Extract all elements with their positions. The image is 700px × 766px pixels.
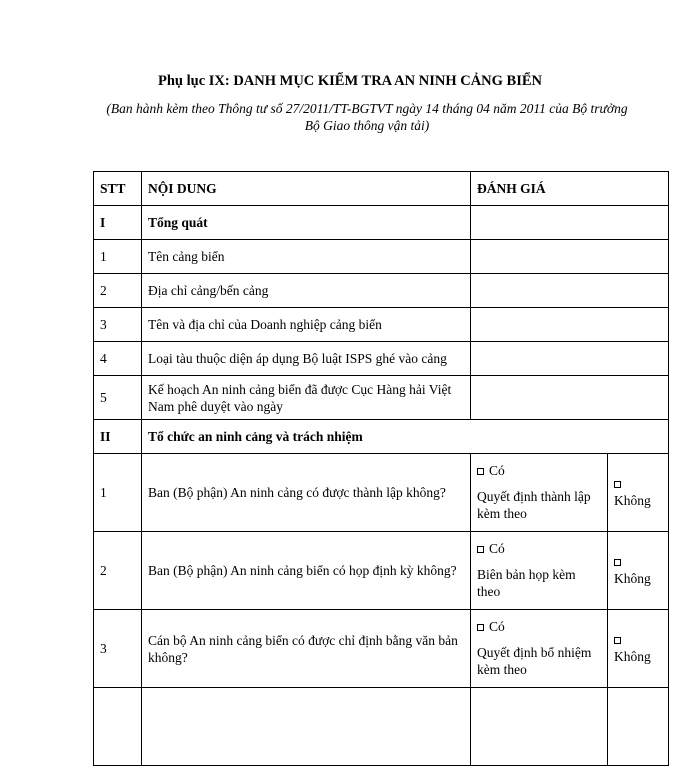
no-option-cell (608, 454, 669, 532)
document-title: Phụ lục IX: DANH MỤC KIỂM TRA AN NINH CẢNG BIỂN (157, 73, 543, 89)
row-content-text: Cán bộ An ninh cảng biển có được chỉ định bằng văn bản không? (148, 632, 458, 665)
table-row (94, 688, 669, 766)
header-stt: STT (94, 172, 142, 206)
table-row (94, 454, 669, 532)
row-number: 3 (94, 308, 142, 342)
checkbox-icon[interactable] (614, 559, 621, 566)
row-content: Tên cảng biển (142, 240, 471, 274)
section-title: Tổ chức an ninh cảng và trách nhiệm (142, 420, 669, 454)
document-note: Quyết định bổ nhiệm kèm theo (477, 645, 592, 677)
row-content (142, 532, 471, 610)
document-subtitle: (Ban hành kèm theo Thông tư số 27/2011/TT-BGTVT ngày 14 tháng 04 năm 2011 của Bộ trưởng Bộ Giao thông vận tải) (106, 101, 628, 133)
table-row (94, 610, 669, 688)
evaluation-cell[interactable] (471, 240, 669, 274)
checkbox-icon[interactable] (477, 624, 484, 631)
no-label: Không (614, 649, 651, 664)
yes-checkbox-option[interactable] (477, 541, 601, 557)
table-row (94, 274, 669, 308)
table-row (94, 376, 669, 420)
yes-checkbox-option[interactable] (477, 619, 601, 635)
table-row (94, 532, 669, 610)
section-number: II (94, 420, 142, 454)
header-content: NỘI DUNG (142, 172, 471, 206)
row-number: 5 (94, 376, 142, 420)
yes-option-cell (471, 532, 608, 610)
evaluation-cell[interactable] (471, 308, 669, 342)
row-number: 2 (94, 532, 142, 610)
table-row (94, 308, 669, 342)
yes-option-cell (471, 610, 608, 688)
no-option-cell-empty (608, 688, 669, 766)
row-content: Tên và địa chỉ của Doanh nghiệp cảng biển (142, 308, 471, 342)
row-number-empty (94, 688, 142, 766)
checkbox-icon[interactable] (477, 468, 484, 475)
row-number: 1 (94, 240, 142, 274)
row-number: 1 (94, 454, 142, 532)
row-content (142, 376, 471, 420)
yes-label: Có (489, 463, 505, 478)
row-content-text: Kế hoạch An ninh cảng biển đã được Cục Hàng hải Việt Nam phê duyệt vào ngày (148, 381, 452, 414)
no-label: Không (614, 493, 651, 508)
evaluation-cell[interactable] (471, 376, 669, 420)
section-evaluation-cell (471, 206, 669, 240)
row-content-text: Ban (Bộ phận) An ninh cảng biển có họp định kỳ không? (148, 563, 457, 578)
row-content-empty (142, 688, 471, 766)
document-note: Quyết định thành lập kèm theo (477, 489, 591, 521)
row-content: Địa chỉ cảng/bến cảng (142, 274, 471, 308)
no-option-cell (608, 610, 669, 688)
yes-checkbox-option[interactable] (477, 463, 601, 479)
row-content (142, 610, 471, 688)
checkbox-icon[interactable] (614, 637, 621, 644)
evaluation-cell[interactable] (471, 342, 669, 376)
checkbox-icon[interactable] (477, 546, 484, 553)
checkbox-icon[interactable] (614, 481, 621, 488)
row-number: 4 (94, 342, 142, 376)
row-content (142, 454, 471, 532)
evaluation-cell[interactable] (471, 274, 669, 308)
no-label: Không (614, 571, 651, 586)
section-row (94, 420, 669, 454)
row-number: 3 (94, 610, 142, 688)
header-evaluation: ĐÁNH GIÁ (471, 172, 669, 206)
table-row (94, 342, 669, 376)
section-number: I (94, 206, 142, 240)
yes-label: Có (489, 541, 505, 556)
section-row (94, 206, 669, 240)
yes-label: Có (489, 619, 505, 634)
no-option-cell (608, 532, 669, 610)
row-content-text: Ban (Bộ phận) An ninh cảng có được thành lập không? (148, 485, 446, 500)
section-title: Tổng quát (142, 206, 471, 240)
document-note: Biên bản họp kèm theo (477, 567, 576, 599)
yes-option-cell-empty (471, 688, 608, 766)
row-content: Loại tàu thuộc diện áp dụng Bộ luật ISPS ghé vào cảng (142, 342, 471, 376)
table-header-row (94, 172, 669, 206)
checklist-table (93, 171, 669, 766)
row-number: 2 (94, 274, 142, 308)
table-row (94, 240, 669, 274)
yes-option-cell (471, 454, 608, 532)
